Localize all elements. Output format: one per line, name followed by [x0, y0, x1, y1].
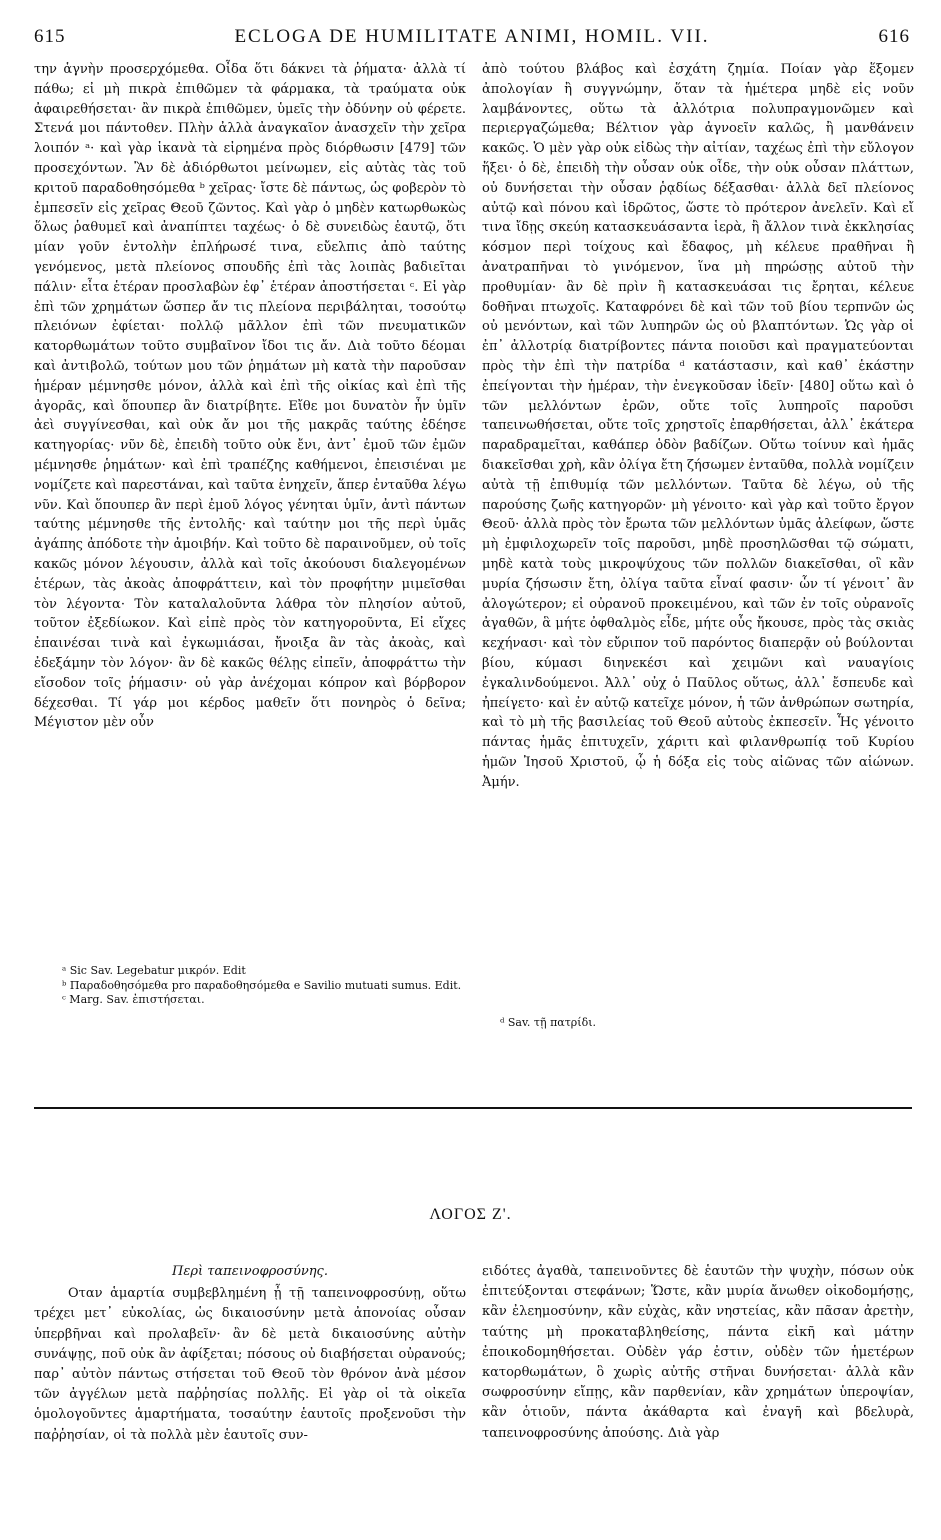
right-column [482, 60, 914, 792]
footnotes-left [62, 964, 462, 1008]
left-column [34, 60, 466, 733]
section-title: ΛΟΓΟΣ Ζ'. [429, 1206, 512, 1223]
footnote-c: ᶜ Marg. Sav. ἐπιστήσεται. [62, 993, 205, 1006]
footnotes-right [500, 1016, 900, 1031]
section-left-column [34, 1262, 466, 1446]
page-number-left: 615 [34, 26, 66, 47]
left-column-text: την ἁγνὴν προσερχόμεθα. Οἶδα ὅτι δάκνει τὰ ῥήματα· ἀλλὰ τί πάθω; εἰ μὴ πικρὰ ἐπιθῶμεν τὰ φάρμακα, τὰ τραύματα οὐκ ἀφαιρεθήσεται· ἂν πικρὰ ἐπιθῶμεν, ὑμεῖς τὴν ὀδύνην οὐ φέρετε. Στενά μοι πάντοθεν. Πλὴν ἀλλὰ ἀναγκαῖον ἀνασχεῖν τὴν χεῖρα λοιπόν ᵃ· καὶ γὰρ ἱκανὰ τὰ εἰρημένα πρὸς διόρθωσιν [479] τῶν προσεχόντων. Ἂν δὲ ἀδιόρθωτοι μείνωμεν, εἰς αὐτὰς τὰς τοῦ κριτοῦ παραδοθησόμεθα ᵇ χεῖρας· ἴστε δὲ πάντως, ὡς φοβερὸν τὸ ἐμπεσεῖν εἰς χεῖρας Θεοῦ ζῶντος. Καὶ γὰρ ὁ μηδὲν κατωρθωκὼς ὅλως ῥαθυμεῖ καὶ ἀναπίπτει ταχέως· ὁ δὲ συνειδὼς ἑαυτῷ, ὅτι μίαν γοῦν ἐντολὴν ἐπλήρωσέ τινα, εὔελπις ἀπὸ ταύτης γενόμενος, μετὰ πλείονος σπουδῆς ἐπὶ τὰς λοιπὰς βαδιεῖται πάλιν· εἶτα ἑτέραν προσλαβὼν ἐφ᾽ ἑτέραν ἀποστήσεται ᶜ. Εἰ γὰρ ἐπὶ τῶν χρημάτων ὥσπερ ἄν τις πλείονα περιβάληται, τοσούτῳ πλειόνων ἐφίεται· πολλῷ μᾶλλον ἐπὶ τῶν πνευματικῶν κατορθωμάτων τοῦτο συμβαῖνον ἴδοι τις ἄν. Διὰ τοῦτο δέομαι καὶ ἀντιβολῶ, τούτων μου τῶν ῥημάτων μὴ κατὰ τὴν παροῦσαν ἡμέραν μέμνησθε μόνον, ἀλλὰ καὶ ἐπὶ τῆς οἰκίας καὶ ἐπὶ τῆς ἀγορᾶς, καὶ ὅπουπερ ἂν διατρίβητε. Εἴθε μοι δυνατὸν ἦν ὑμῖν ἀεὶ συγγίνεσθαι, καὶ οὐκ ἄν μοι τῆς μακρᾶς ταύτης ἐδέησε κατηγορίας· νῦν δὲ, ἐπειδὴ τοῦτο οὐκ ἔνι, ἀντ᾽ ἐμοῦ τῶν ἐμῶν μέμνησθε ῥημάτων· καὶ ἐπὶ τραπέζης καθήμενοι, ἐπεισιέναι με νομίζετε καὶ παρεστάναι, καὶ ταῦτα ἐνηχεῖν, ἅπερ ἐνταῦθα λέγω νῦν. Καὶ ὅπουπερ ἂν περὶ ἐμοῦ λόγος γένηται ὑμῖν, ἀντὶ πάντων ταύτης μέμνησθε τῆς ἐντολῆς· καὶ ταύτην μοι τῆς περὶ ὑμᾶς ἀγάπης ἀπόδοτε τὴν ἀμοιβήν. Καὶ τοῦτο δὲ παραινοῦμεν, οὐ τοῖς κακῶς μόνον λέγουσιν, ἀλλὰ καὶ τοῖς ἀκούουσι διαλεγομένων ἑτέρων, τὰς ἀκοὰς ἀποφράττειν, καὶ τὸν προφήτην μιμεῖσθαι τὸν λέγοντα· Τὸν καταλαλοῦντα λάθρα τὸν πλησίον αὐτοῦ, τοῦτον ἐξεδίωκον. Καὶ εἰπὲ πρὸς τὸν κατηγοροῦντα, Εἰ εἴχες ἐπαινέσαι τινὰ καὶ ἐγκωμιάσαι, ἤνοιξα ἂν τὰς ἀκοὰς, καὶ ἐδεξάμην τὸν λόγον· ἂν δὲ κακῶς θέλῃς εἰπεῖν, ἀποφράττω τὴν εἴσοδον τοῖς ῥήμασιν· οὐ γὰρ ἀνέχομαι κόπρον καὶ βόρβορον δέχεσθαι. Τί γάρ μοι κέρδος μαθεῖν ὅτι πονηρὸς ὁ δεῖνα; Μέγιστον μὲν οὖν [34, 62, 466, 731]
running-title: ECLOGA DE HUMILITATE ANIMI, HOMIL. VII. [234, 26, 710, 47]
section-subtitle: Περὶ ταπεινοφροσύνης. [172, 1264, 328, 1279]
page-number-right: 616 [878, 26, 910, 47]
running-header [34, 26, 910, 52]
footnote-b: ᵇ Παραδοθησόμεθα pro παραδοθησόμεθα e Savilio mutuati sumus. Edit. [62, 978, 462, 992]
section-left-text: Οταν ἁμαρτία συμβεβλημένη ᾖ τῇ ταπεινοφροσύνῃ, οὕτω τρέχει μετ᾽ εὐκολίας, ὡς δικαιοσύνην μετὰ ἀπονοίας οὖσαν ὑπερβῆναι καὶ προλαβεῖν· ἂν δὲ μετὰ δικαιοσύνης αὐτὴν συνάψῃς, ποῦ οὐκ ἂν ἀφίξεται; πόσους οὐ διαβήσεται οὐρανούς; παρ᾽ αὐτὸν πάντως στήσεται τοῦ Θεοῦ τὸν θρόνον ἀνὰ μέσον τῶν ἀγγέλων μετὰ παῤῥησίας πολλῆς. Εἰ γὰρ οἱ τὰ οἰκεῖα ὁμολογοῦντες ἁμαρτήματα, τοσαύτην ἑαυτοῖς προξενοῦσι τὴν παῤῥησίαν, οἱ τὰ πολλὰ μὲν ἑαυτοῖς συν- [34, 1286, 466, 1443]
section-right-text: ειδότες ἀγαθὰ, ταπεινοῦντες δὲ ἑαυτῶν τὴν ψυχὴν, πόσων οὐκ ἐπιτεύξονται στεφάνων; Ὥστε, κἂν μυρία ἄνωθεν οἰκοδομήσῃς, κἂν ἐλεημοσύνην, κἂν εὐχὰς, κἂν νηστείας, κἂν πᾶσαν ἀρετὴν, ταύτης μὴ προκαταβληθείσης, πάντα εἰκῆ καὶ μάτην ἐποικοδομηθήσεται. Οὐδὲν γάρ ἐστιν, οὐδὲν τῶν ἡμετέρων κατορθωμάτων, ὃ χωρὶς αὐτῆς στῆναι δυνήσεται· ἀλλὰ κἂν σωφροσύνην εἴπῃς, κἂν παρθενίαν, κἂν χρημάτων ὑπεροψίαν, κἂν ὁτιοῦν, πάντα ἀκάθαρτα καὶ ἐναγῆ καὶ βδελυρὰ, ταπεινοφροσύνης ἀπούσης. Διὰ γὰρ [482, 1264, 914, 1441]
right-column-text: ἀπὸ τούτου βλάβος καὶ ἐσχάτη ζημία. Ποίαν γὰρ ἕξομεν ἀπολογίαν ἢ συγγνώμην, ὅταν τὰ ἡμέτερα μηδὲ εἰς νοῦν λαμβάνοντες, οὕτω τὰ ἀλλότρια πολυπραγμονῶμεν καὶ περιεργαζώμεθα; Βέλτιον γὰρ ἀγνοεῖν καλῶς, ἢ μανθάνειν κακῶς. Ὁ μὲν γὰρ οὐκ εἰδὼς τὴν αἰτίαν, ταχέως ἐπὶ τὴν εὔλογον ἥξει· ὁ δὲ, ἐπειδὴ τὴν οὖσαν οὐκ οἶδε, τὴν οὐκ οὖσαν πλάττων, οὐ δυνήσεται τὴν οὖσαν ῥᾳδίως δέξασθαι· ἀλλὰ δεῖ πλείονος αὐτῷ καὶ πόνου καὶ ἱδρῶτος, ὥστε τὸ πρότερον ἀνελεῖν. Καὶ εἴ τινα ἴδῃς σκεύη κατασκευάσαντα ἱερὰ, ἢ ἄλλον τινὰ ἐκκλησίας κόσμον περὶ τοίχους καὶ ἔδαφος, μὴ κέλευε πραθῆναι ἢ ἀνατραπῆναι τὸ γινόμενον, ἵνα μὴ πηρώσῃς αὐτοῦ τὴν προθυμίαν· ἂν δὲ πρὶν ἢ κατασκευάσαι τις ἔρηται, κέλευε δοθῆναι πτωχοῖς. Καταφρόνει δὲ καὶ τῶν τοῦ βίου τερπνῶν ὡς οὐ μενόντων, καὶ τῶν λυπηρῶν ὡς οὐ βλαπτόντων. Ὡς γὰρ οἱ ἐπ᾽ ἀλλοτρίᾳ διατρίβοντες πάντα ποιοῦσι καὶ πραγματεύονται πρὸς τὴν ἐπὶ τὴν πατρίδα ᵈ κατάστασιν, καὶ καθ᾽ ἑκάστην ἐπείγονται τὴν ἡμέραν, τὴν ἐνεγκοῦσαν ἰδεῖν· [480] οὕτω καὶ ὁ τῶν μελλόντων ἐρῶν, οὔτε τοῖς λυπηροῖς παροῦσι ταπεινωθήσεται, οὔτε τοῖς χρηστοῖς ἐπαρθήσεται, ἀλλ᾽ ἑκάτερα παραδραμεῖται, καθάπερ ὁδὸν βαδίζων. Οὕτω τοίνυν καὶ ἡμᾶς διακεῖσθαι χρὴ, κἂν ὀλίγα ἔτη ζήσωμεν ἐνταῦθα, πολλὰ νομίζειν αὐτὰ τῇ ἐπιθυμίᾳ τῶν μελλόντων. Ταῦτα δὲ λέγω, οὐ τῆς παρούσης ζωῆς κατηγορῶν· μὴ γένοιτο· καὶ γὰρ καὶ τοῦτο ἔργον Θεοῦ· ἀλλὰ πρὸς τὸν ἔρωτα τῶν μελλόντων ὑμᾶς ἀλείφων, ὥστε μὴ ἐμφιλοχωρεῖν τοῖς παροῦσι, μηδὲ προσηλῶσθαι τῷ σώματι, μηδὲ κατὰ τοὺς μικροψύχους τῶν πολλῶν διακεῖσθαι, οἳ κἂν μυρία ζήσωσιν ἔτη, ὀλίγα ταῦτα εἶναί φασιν· ὧν τί γένοιτ᾽ ἂν ἀλογώτερον; εἰ οὐρανοῦ προκειμένου, καὶ τῶν ἐν τοῖς οὐρανοῖς ἀγαθῶν, ἃ μήτε ὀφθαλμὸς εἶδε, μήτε οὖς ἤκουσε, πρὸς τὰς σκιὰς κεχήνασι· καὶ τὸν εὔριπον τοῦ παρόντος διαπερᾷν οὐ βούλονται βίου, κύμασι διηνεκέσι καὶ χειμῶνι καὶ ναυαγίοις ἐγκαλινδούμενοι. Ἀλλ᾽ οὐχ ὁ Παῦλος οὕτως, ἀλλ᾽ ἔσπευδε καὶ ἠπείγετο· καὶ ἐν αὐτῷ κατεῖχε μόνον, ἡ τῶν ἀνθρώπων σωτηρία, καὶ τὸ μὴ τῆς βασιλείας τοῦ Θεοῦ αὐτοὺς ἐκπεσεῖν. Ἧς γένοιτο πάντας ἡμᾶς ἐπιτυχεῖν, χάριτι καὶ φιλανθρωπίᾳ τοῦ Κυρίου ἡμῶν Ἰησοῦ Χριστοῦ, ᾧ ἡ δόξα εἰς τοὺς αἰῶνας τῶν αἰώνων. Ἀμήν. [482, 62, 914, 790]
section-divider [34, 1107, 912, 1109]
section-right-column [482, 1262, 914, 1444]
footnote-d: ᵈ Sav. τῇ πατρίδι. [500, 1016, 597, 1029]
footnote-a: ᵃ Sic Sav. Legebatur μικρόν. Edit [62, 964, 246, 977]
